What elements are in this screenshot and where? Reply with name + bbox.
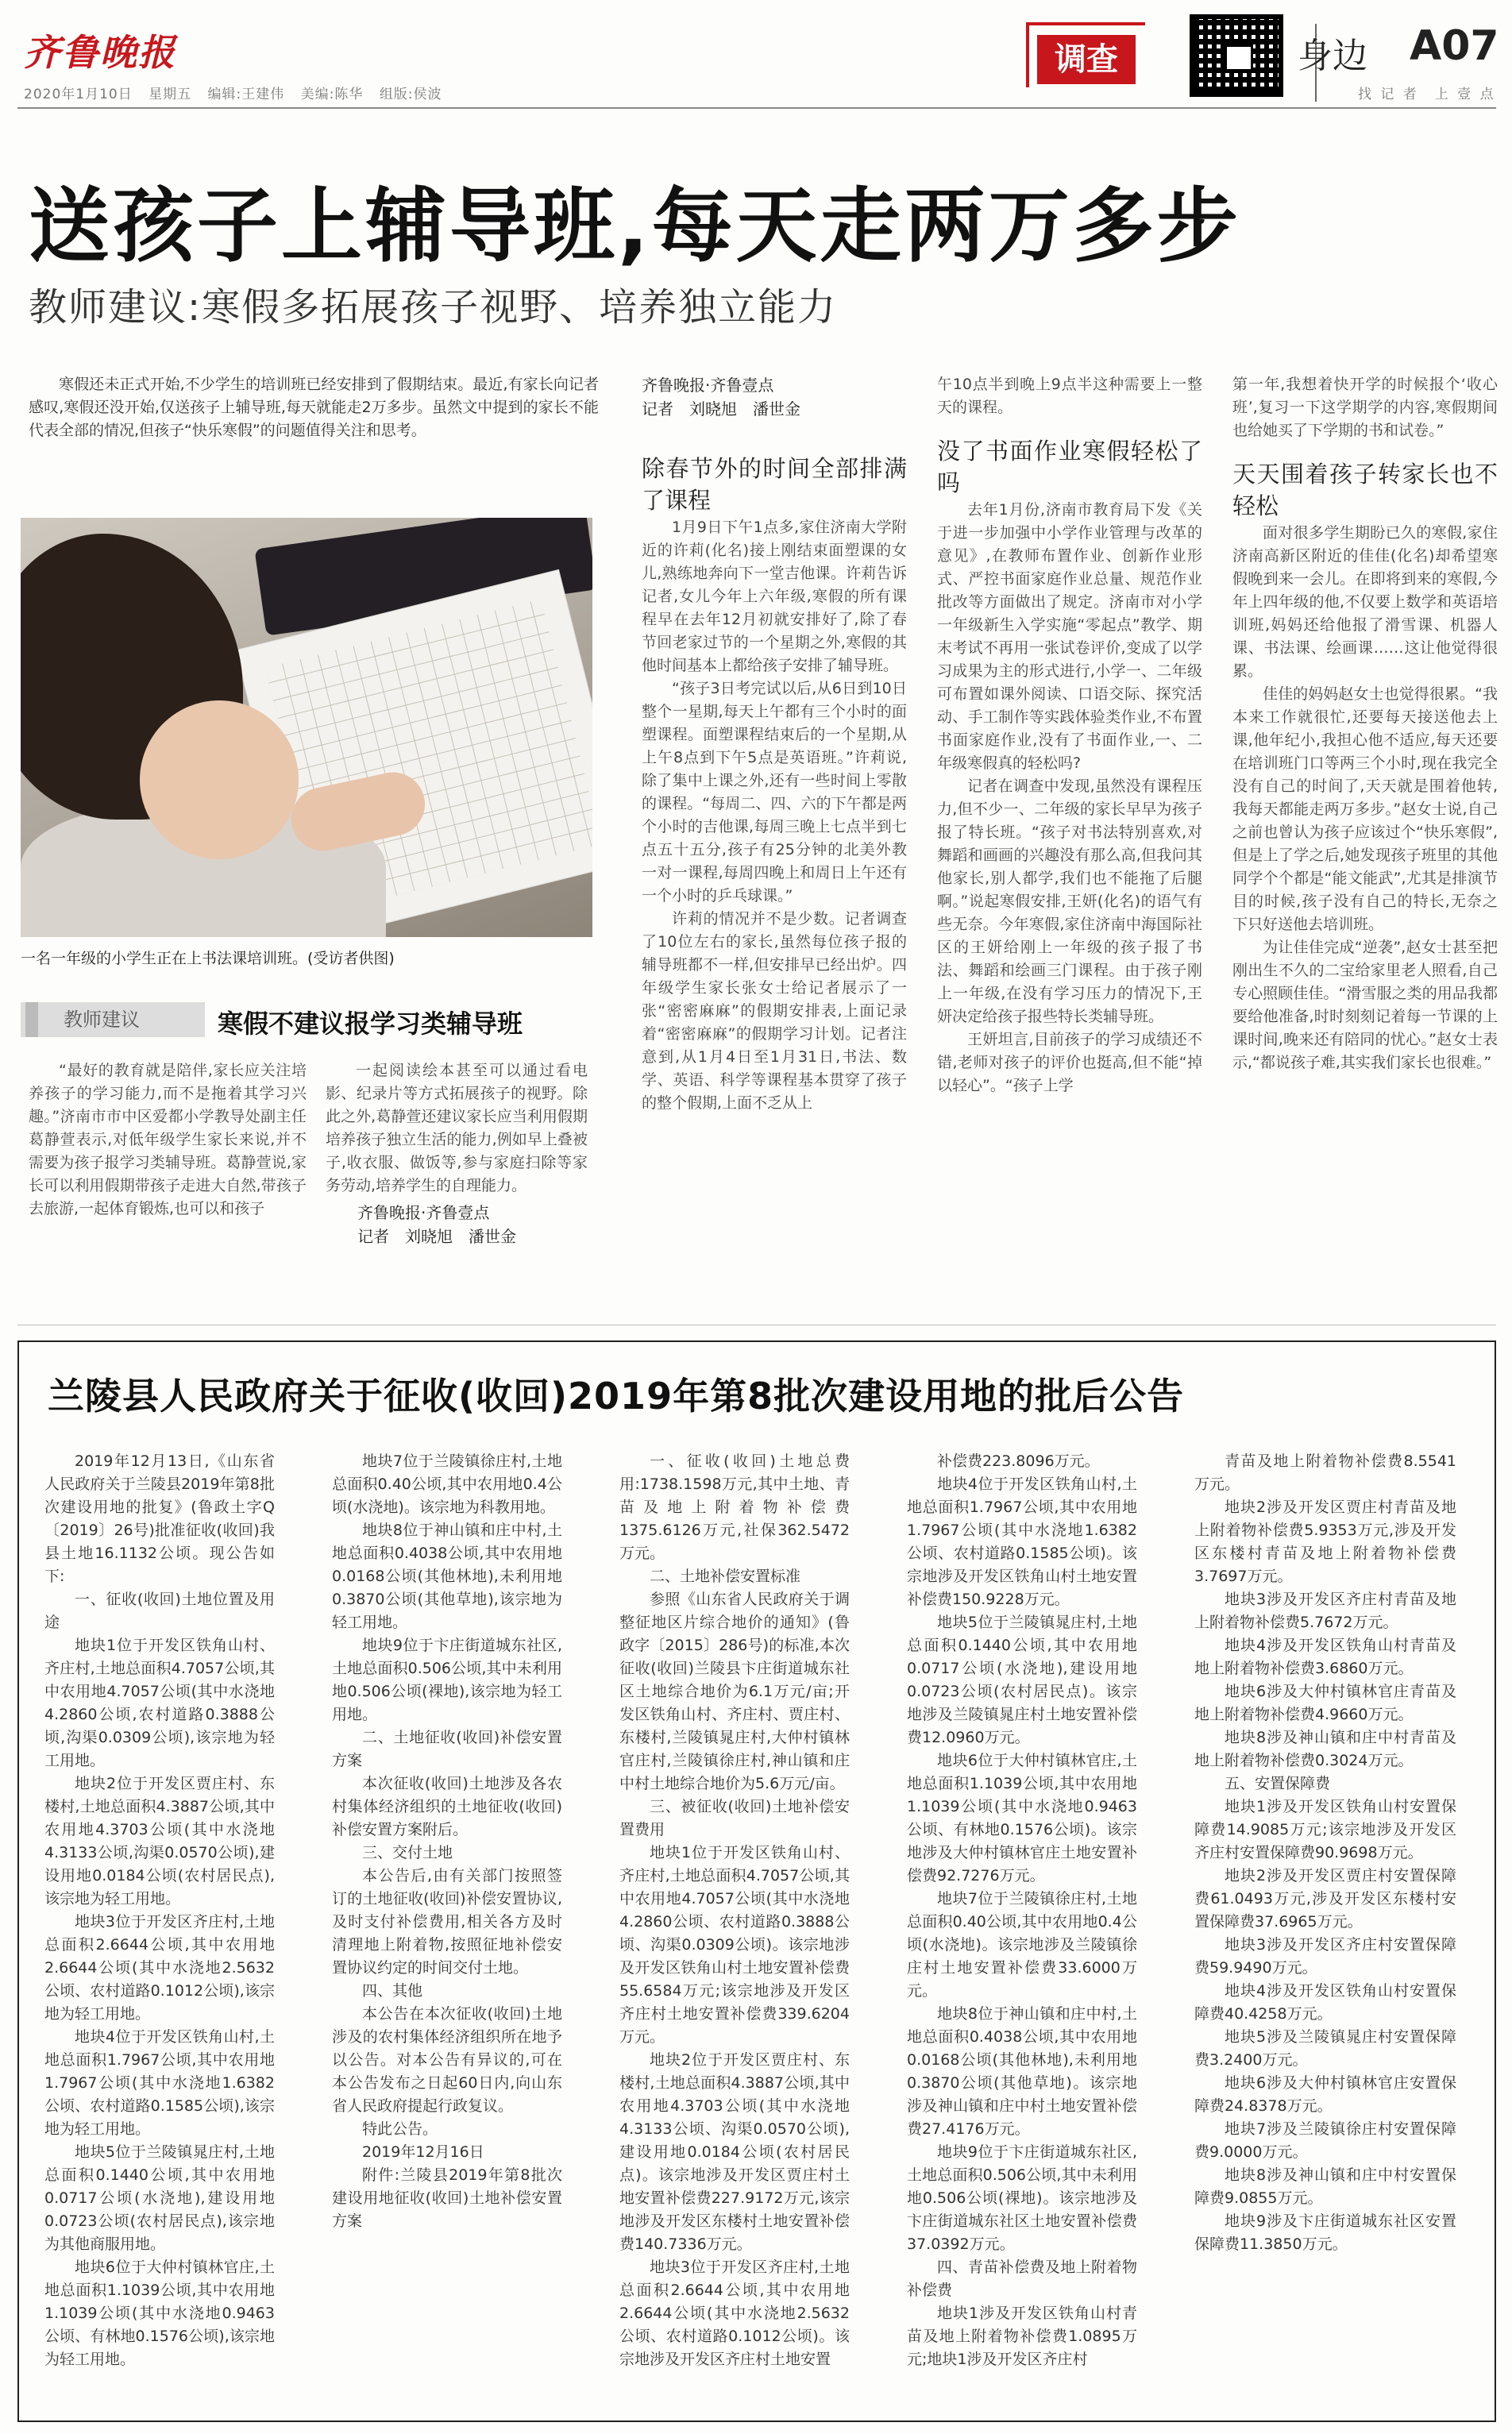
byline: 记者 刘晓旭 潘世金 [357, 1227, 516, 1246]
article-lead: 寒假还未正式开始,不少学生的培训班已经安排到了假期结束。最近,有家长向记者感叹,寒假还没开始,仅送孩子上辅导班,每天就能走2万多步。虽然文中提到的家长不能代表全部的情况,但孩子“快乐寒假”的问题值得关注和思考。 [29, 376, 599, 439]
notice-paragraph: 二、土地征收(收回)补偿安置方案 [332, 1729, 562, 1769]
photo-caption: 一名一年级的小学生正在上书法课培训班。(受访者供图) [21, 950, 395, 967]
notice-paragraph: 地块4位于开发区铁角山村,土地总面积1.7967公顷,其中农用地1.7967公顷(其中水浇地1.6382公顷、农村道路0.1585公顷),该宗地为轻工用地。 [44, 2028, 275, 2138]
notice-paragraph: 五、安置保障费 [1225, 1775, 1331, 1792]
teacher-advice-title: 寒假不建议报学习类辅导班 [218, 1009, 523, 1039]
notice-paragraph: 参照《山东省人民政府关于调整征地区片综合地价的通知》(鲁政字〔2015〕286号)的标准,本次征收(收回)兰陵县卞庄街道城东社区土地综合地价为6.1万元/亩;开发区铁角山村、齐庄村、贾庄村、东楼村,兰陵镇晁庄村,大仲村镇林官庄村,兰陵镇徐庄村,神山镇和庄中村土地综合地价为5.6万元/亩。 [619, 1591, 850, 1792]
notice-paragraph: 地块1涉及开发区铁角山村安置保障费14.9085万元;该宗地涉及开发区齐庄村安置保障费90.9698万元。 [1194, 1798, 1456, 1861]
issue-meta [24, 83, 453, 102]
editor-credit: 编辑:王建伟 [207, 87, 285, 102]
subsection-title: 天天围着孩子转家长也不轻松 [1232, 461, 1498, 519]
designer-credit: 美编:陈华 [300, 87, 364, 102]
paragraph: 为让佳佳完成“逆袭”,赵女士甚至把刚出生不久的二宝给家里老人照看,自己专心照顾佳佳。“滑雪服之类的用品我都要给他准备,时时刻刻记着每一节课的上课时间,晚来还有陪同的忧心。”赵女士表示,“都说孩子难,其实我们家长也很难。” [1232, 939, 1498, 1071]
newspaper-logo: 齐鲁晚报 [24, 31, 176, 74]
teacher-advice-col2 [326, 1059, 588, 1313]
survey-badge: 调查 [1037, 35, 1136, 84]
reporter-label: 找 记 者 上 壹 点 [1358, 87, 1496, 102]
notice-paragraph: 2019年12月16日 [362, 2143, 484, 2161]
article-headline: 送孩子上辅导班,每天走两万多步 [29, 179, 1241, 274]
notice-paragraph: 地块2涉及开发区贾庄村青苗及地上附着物补偿费5.9353万元,涉及开发区东楼村青苗及地上附着物补偿费3.7697万元。 [1194, 1499, 1456, 1585]
notice-paragraph: 地块6涉及大仲村镇林官庄安置保障费24.8378万元。 [1194, 2074, 1456, 2115]
notice-paragraph: 本公告在本次征收(收回)土地涉及的农村集体经济组织所在地予以公告。对本公告有异议的,可在本公告发布之日起60日内,向山东省人民政府提起行政复议。 [332, 2005, 562, 2115]
paragraph: 许莉的情况并不是少数。记者调查了10位左右的家长,虽然每位孩子报的辅导班都不一样,但安排早已经出炉。四年级学生家长张女士给记者展示了一张“密密麻麻”的假期安排表,上面记录着“密密麻麻”的假期学习计划。记者注意到,从1月4日至1月31日,书法、数学、英语、科学等课程基本贯穿了孩子的整个假期,上面不乏从上 [642, 910, 907, 1112]
byline: 记者 刘晓旭 潘世金 [642, 399, 800, 419]
notice-paragraph: 地块4涉及开发区铁角山村安置保障费40.4258万元。 [1194, 1982, 1456, 2023]
notice-paragraph: 特此公告。 [362, 2120, 438, 2138]
notice-paragraph: 地块9位于卞庄街道城东社区,土地总面积0.506公顷,其中未利用地0.506公顷(裸地)。该宗地涉及卞庄街道城东社区土地安置补偿费37.0392万元。 [907, 2143, 1137, 2253]
paragraph: 面对很多学生期盼已久的寒假,家住济南高新区附近的佳佳(化名)却希望寒假晚到来一会儿。在即将到来的寒假,今年上四年级的他,不仅要上数学和英语培训班,妈妈还给他报了滑雪课、机器人课、书法课、绘画课……这让他觉得很累。 [1232, 524, 1498, 680]
paragraph: 记者在调查中发现,虽然没有课程压力,但不少一、二年级的家长早早为孩子报了特长班。“孩子对书法特别喜欢,对舞蹈和画画的兴趣没有那么高,但我问其他家长,别人都学,我们也不能拖了后腿啊。”说起寒假安排,王妍(化名)的语气有些无奈。今年寒假,家住济南中海国际社区的王妍给刚上一年级的孩子报了书法、舞蹈和绘画三门课程。由于孩子刚上一年级,在没有学习压力的情况下,王妍决定给孩子报些特长类辅导班。 [937, 777, 1202, 1025]
notice-paragraph: 地块2位于开发区贾庄村、东楼村,土地总面积4.3887公顷,其中农用地4.3703公顷(其中水浇地4.3133公顷、沟渠0.0570公顷),建设用地0.0184公顷(农村居民点)。该宗地涉及开发区贾庄村土地安置补偿费227.9172万元,该宗地涉及开发区东楼村土地安置补偿费140.7336万元。 [619, 2051, 850, 2253]
paragraph: “孩子3日考完试以后,从6日到10日整个一星期,每天上午都有三个小时的面塑课程。面塑课程结束后的一个星期,从上午8点到下午5点是英语班。”许莉说,除了集中上课之外,还有一些时间上零散的课程。“每周二、四、六的下午都是两个小时的吉他课,每周三晚上七点半到七点五十五分,孩子有25分钟的北美外教一对一课程,每周四晚上和周日上午还有一个小时的乒乓球课。” [642, 680, 907, 905]
notice-paragraph: 地块4涉及开发区铁角山村青苗及地上附着物补偿费3.6860万元。 [1194, 1637, 1456, 1677]
notice-paragraph: 一、征收(收回)土地总费用:1738.1598万元,其中土地、青苗及地上附着物补偿费1375.6126万元,社保362.5472万元。 [619, 1452, 850, 1562]
teacher-advice-col1 [29, 1059, 307, 1313]
byline: 齐鲁晚报·齐鲁壹点 [642, 376, 774, 395]
page-footer [0, 2424, 1512, 2434]
notice-paragraph: 四、其他 [362, 1982, 423, 2000]
notice-paragraph: 一、征收(收回)土地位置及用途 [44, 1591, 275, 1631]
notice-paragraph: 三、被征收(收回)土地补偿安置费用 [619, 1798, 850, 1838]
notice-paragraph: 地块3涉及开发区齐庄村安置保障费59.9490万元。 [1194, 1936, 1456, 1977]
notice-paragraph: 地块1涉及开发区铁角山村青苗及地上附着物补偿费1.0895万元;地块1涉及开发区齐庄村 [907, 2305, 1137, 2368]
notice-paragraph: 地块6涉及大仲村镇林官庄青苗及地上附着物补偿费4.9660万元。 [1194, 1683, 1456, 1723]
notice-paragraph: 地块2涉及开发区贾庄村安置保障费61.0493万元,涉及开发区东楼村安置保障费37.6965万元。 [1194, 1867, 1456, 1931]
article-col2 [642, 373, 907, 1314]
notice-paragraph: 地块8位于神山镇和庄中村,土地总面积0.4038公顷,其中农用地0.0168公顷(其他林地),未利用地0.3870公顷(其他草地),该宗地为轻工用地。 [332, 1522, 562, 1631]
notice-paragraph: 补偿费223.8096万元。 [937, 1452, 1100, 1470]
notice-paragraph: 地块5涉及兰陵镇晁庄村安置保障费3.2400万元。 [1194, 2028, 1456, 2069]
article-photo [21, 518, 592, 937]
paragraph: 午10点半到晚上9点半这种需要上一整天的课程。 [937, 376, 1202, 416]
notice-paragraph: 青苗及地上附着物补偿费8.5541万元。 [1194, 1452, 1456, 1493]
notice-paragraph: 二、土地补偿安置标准 [650, 1568, 801, 1585]
notice-paragraph: 地块4位于开发区铁角山村,土地总面积1.7967公顷,其中农用地1.7967公顷(其中水浇地1.6382公顷、农村道路0.1585公顷)。该宗地涉及开发区铁角山村土地安置补偿费150.9228万元。 [907, 1475, 1137, 1608]
notice-paragraph: 地块9涉及卞庄街道城东社区安置保障费11.3850万元。 [1194, 2212, 1456, 2253]
notice-paragraph: 地块7位于兰陵镇徐庄村,土地总面积0.40公顷,其中农用地0.4公顷(水浇地)。该宗地涉及兰陵镇徐庄村土地安置补偿费33.6000万元。 [907, 1890, 1137, 2000]
notice-paragraph: 地块9位于卞庄街道城东社区,土地总面积0.506公顷,其中未利用地0.506公顷(裸地),该宗地为轻工用地。 [332, 1637, 562, 1723]
article-col3 [937, 373, 1202, 1314]
notice-paragraph: 附件:兰陵县2019年第8批次建设用地征收(收回)土地补偿安置方案 [332, 2166, 562, 2230]
subsection-title: 没了书面作业寒假轻松了吗 [937, 438, 1202, 496]
notice-paragraph: 三、交付土地 [362, 1844, 453, 1861]
notice-paragraph: 地块5位于兰陵镇晁庄村,土地总面积0.1440公顷,其中农用地0.0717公顷(水浇地),建设用地0.0723公顷(农村居民点),该宗地为其他商服用地。 [44, 2143, 275, 2253]
paragraph: 1月9日下午1点多,家住济南大学附近的许莉(化名)接上刚结束面塑课的女儿,熟练地奔向下一堂吉他课。许莉告诉记者,女儿今年上六年级,寒假的所有课程早在去年12月初就安排好了,除了春节回老家过节的一个星期之外,寒假的其他时间基本上都给孩子安排了辅导班。 [642, 519, 907, 674]
notice-paragraph: 地块3位于开发区齐庄村,土地总面积2.6644公顷,其中农用地2.6644公顷(其中水浇地2.5632公顷、农村道路0.1012公顷),该宗地为轻工用地。 [44, 1913, 275, 2023]
notice-paragraph: 地块8涉及神山镇和庄中村安置保障费9.0855万元。 [1194, 2166, 1456, 2207]
notice-paragraph: 地块1位于开发区铁角山村、齐庄村,土地总面积4.7057公顷,其中农用地4.7057公顷(其中水浇地4.2860公顷,农村道路0.3888公顷,沟渠0.0309公顷),该宗地为轻工用地。 [44, 1637, 275, 1769]
notice-paragraph: 地块8位于神山镇和庄中村,土地总面积0.4038公顷,其中农用地0.0168公顷(其他林地),未利用地0.3870公顷(其他草地)。该宗地涉及神山镇和庄中村土地安置补偿费27.4176万元。 [907, 2005, 1137, 2138]
proof-credit: 组版:侯波 [379, 87, 442, 102]
notice-col4 [907, 1450, 1137, 2415]
notice-paragraph: 地块1位于开发区铁角山村、齐庄村,土地总面积4.7057公顷,其中农用地4.7057公顷(其中水浇地4.2860公顷、农村道路0.3888公顷、沟渠0.0309公顷)。该宗地涉及开发区铁角山村土地安置补偿费55.6584万元;该宗地涉及开发区齐庄村土地安置补偿费339.6204万元。 [619, 1844, 850, 2046]
teacher-advice-bar [21, 1002, 592, 1037]
notice-col2 [332, 1450, 562, 2415]
section-name: 身边 [1298, 36, 1367, 76]
article-col4 [1232, 373, 1498, 1314]
notice-col1 [44, 1450, 275, 2415]
paragraph: “最好的教育就是陪伴,家长应关注培养孩子的学习能力,而不是拖着其学习兴趣。”济南市市中区爱都小学教导处副主任葛静萱表示,对低年级学生家长来说,并不需要为孩子报学习类辅导班。葛静萱说,家长可以利用假期带孩子走进大自然,带孩子去旅游,一起体育锻炼,也可以和孩子 [29, 1062, 307, 1217]
notice-paragraph: 地块8涉及神山镇和庄中村青苗及地上附着物补偿费0.3024万元。 [1194, 1729, 1456, 1769]
top-rule [17, 107, 1496, 109]
notice-paragraph: 地块2位于开发区贾庄村、东楼村,土地总面积4.3887公顷,其中农用地4.3703公顷(其中水浇地4.3133公顷,沟渠0.0570公顷),建设用地0.0184公顷(农村居民点),该宗地为轻工用地。 [44, 1775, 275, 1907]
byline: 齐鲁晚报·齐鲁壹点 [357, 1203, 490, 1222]
notice-paragraph: 地块5位于兰陵镇晁庄村,土地总面积0.1440公顷,其中农用地0.0717公顷(水浇地),建设用地0.0723公顷(农村居民点)。该宗地涉及兰陵镇晁庄村土地安置补偿费12.0960万元。 [907, 1614, 1137, 1746]
notice-paragraph: 地块6位于大仲村镇林官庄,土地总面积1.1039公顷,其中农用地1.1039公顷(其中水浇地0.9463公顷、有林地0.1576公顷)。该宗地涉及大仲村镇林官庄土地安置补偿费92.7276万元。 [907, 1752, 1137, 1884]
notice-paragraph: 地块3涉及开发区齐庄村青苗及地上附着物补偿费5.7672万元。 [1194, 1591, 1456, 1631]
notice-col5 [1194, 1450, 1456, 2415]
notice-paragraph: 地块7涉及兰陵镇徐庄村安置保障费9.0000万元。 [1194, 2120, 1456, 2161]
notice-paragraph: 地块6位于大仲村镇林官庄,土地总面积1.1039公顷,其中农用地1.1039公顷(其中水浇地0.9463公顷、有林地0.1576公顷),该宗地为轻工用地。 [44, 2258, 275, 2368]
paragraph: 一起阅读绘本甚至可以通过看电影、纪录片等方式拓展孩子的视野。除此之外,葛静萱还建议家长应当利用假期培养孩子独立生活的能力,例如早上叠被子,收衣服、做饭等,参与家庭扫除等家务劳动,培养学生的自理能力。 [326, 1062, 588, 1194]
notice-paragraph: 本公告后,由有关部门按照签订的土地征收(收回)补偿安置协议,及时支付补偿费用,相关各方及时清理地上附着物,按照征地补偿安置协议约定的时间交付土地。 [332, 1867, 562, 1977]
notice-title: 兰陵县人民政府关于征收(收回)2019年第8批次建设用地的批后公告 [48, 1375, 1185, 1418]
teacher-advice-tag: 教师建议 [21, 1002, 205, 1037]
paragraph: 去年1月份,济南市教育局下发《关于进一步加强中小学作业管理与改革的意见》,在教师布置作业、创新作业形式、严控书面家庭作业总量、规范作业批改等方面做出了规定。济南市对小学一年级新生入学实施“零起点”教学、期末考试不再用一张试卷评价,变成了以学习成果为主的形式进行,小学一、二年级可布置如课外阅读、口语交际、探究活动、手工制作等实践体验类作业,不布置书面家庭作业,没有了书面作业,一、二年级寒假真的轻松吗? [937, 501, 1202, 772]
notice-col3 [619, 1450, 850, 2415]
qr-code-icon[interactable] [1190, 14, 1283, 97]
paragraph: 第一年,我想着快开学的时候报个‘收心班’,复习一下这学期学的内容,寒假期间也给她买了下学期的书和试卷。” [1232, 376, 1498, 439]
paragraph: 佳佳的妈妈赵女士也觉得很累。“我本来工作就很忙,还要每天接送他去上课,他年纪小,我担心他不适应,每天还要在培训班门口等两三个小时,现在我完全没有自己的时间了,天天就是围着他转,我每天都能走两万多步。”赵女士说,自己之前也曾认为孩子应该过个“快乐寒假”,但是上了学之后,她发现孩子班里的其他同学个个都是“能文能武”,尤其是排演节目的时候,孩子没有自己的特长,无奈之下只好送他去培训班。 [1232, 685, 1498, 933]
notice-paragraph: 四、青苗补偿费及地上附着物补偿费 [907, 2258, 1137, 2299]
subsection-title: 除春节外的时间全部排满了课程 [642, 455, 907, 514]
article-subheadline: 教师建议:寒假多拓展孩子视野、培养独立能力 [29, 285, 838, 330]
paragraph: 王妍坦言,目前孩子的学习成绩还不错,老师对孩子的评价也挺高,但不能“掉以轻心”。“孩子上学 [937, 1031, 1202, 1094]
notice-paragraph: 2019年12月13日,《山东省人民政府关于兰陵县2019年第8批次建设用地的批复》(鲁政土字Q〔2019〕26号)批准征收(收回)我县土地16.1132公顷。现公告如下: [44, 1452, 275, 1585]
notice-paragraph: 本次征收(收回)土地涉及各农村集体经济组织的土地征收(收回)补偿安置方案附后。 [332, 1775, 562, 1838]
notice-paragraph: 地块7位于兰陵镇徐庄村,土地总面积0.40公顷,其中农用地0.4公顷(水浇地)。该宗地为科教用地。 [332, 1452, 562, 1516]
page-number: A07 [1410, 22, 1499, 70]
issue-weekday: 星期五 [148, 87, 192, 102]
issue-date: 2020年1月10日 [24, 87, 133, 102]
notice-paragraph: 地块3位于开发区齐庄村,土地总面积2.6644公顷,其中农用地2.6644公顷(其中水浇地2.5632公顷、农村道路0.1012公顷)。该宗地涉及开发区齐庄村土地安置 [619, 2258, 850, 2368]
